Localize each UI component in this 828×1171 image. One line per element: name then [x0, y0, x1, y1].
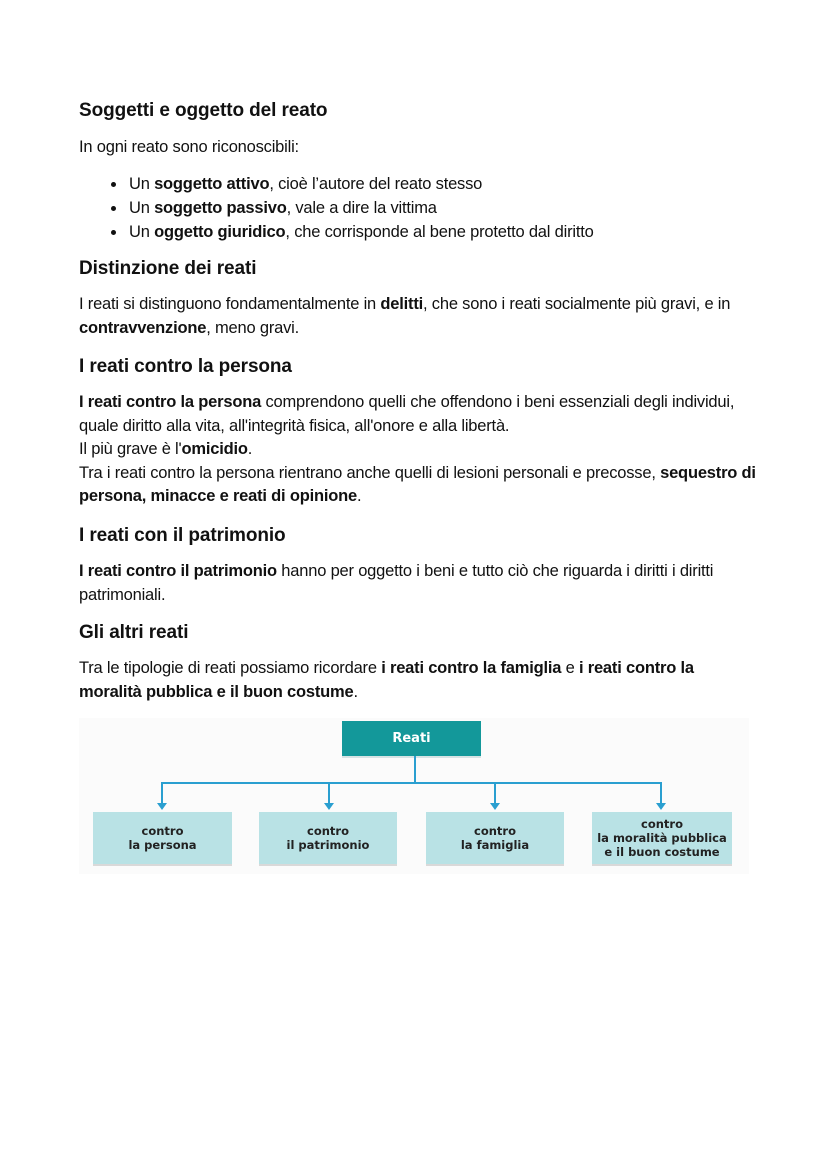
node-label [287, 824, 370, 852]
connector-line [660, 782, 662, 804]
text: comprendono quelli che offendono i beni essenziali degli individui, quale diritto alla vita, all'integrità fisica, all'onore e alla libertà. [79, 393, 735, 435]
paragraph [79, 560, 759, 607]
text: Il più grave è l' [79, 440, 182, 458]
list-item [103, 220, 759, 244]
reati-diagram [79, 718, 749, 874]
paragraph [79, 391, 759, 509]
diagram-node-famiglia [426, 812, 564, 864]
section-soggetti [79, 98, 759, 244]
text: la famiglia [460, 838, 530, 852]
text: . [356, 487, 362, 505]
text: il patrimonio [286, 838, 370, 852]
text: Un [129, 222, 155, 241]
diagram-node-persona [93, 812, 232, 864]
heading-altri: Gli altri reati [79, 622, 189, 643]
heading-patrimonio: I reati con il patrimonio [79, 525, 286, 546]
text: , che sono i reati socialmente più gravi, e in [423, 295, 731, 313]
bold-text: i reati contro la moralità pubblica e il buon costume [79, 659, 694, 701]
bold-text: I reati contro la persona [79, 393, 262, 411]
connector-line [161, 782, 163, 804]
diagram-root-node: Reati [342, 721, 481, 756]
bold-text: i reati contro la famiglia [381, 659, 562, 677]
text: Tra i reati contro la persona rientrano anche quelli di lesioni personali e precosse, [79, 463, 661, 482]
bold-text: oggetto giuridico [154, 222, 286, 241]
list-item [103, 196, 759, 220]
connector-line [161, 782, 662, 784]
text: . [247, 440, 253, 458]
arrow-down-icon [157, 803, 167, 810]
text: e il buon costume [604, 845, 720, 859]
bold-text: sequestro di persona, minacce e reati di opinione [79, 463, 756, 505]
bold-text: contravvenzione [79, 318, 207, 337]
heading-persona: I reati contro la persona [79, 356, 292, 377]
bold-text: omicidio [181, 440, 248, 458]
text: , che corrisponde al bene protetto dal diritto [285, 222, 594, 241]
text: I reati si distinguono fondamentalmente in [79, 295, 381, 313]
section-distinzione [79, 256, 759, 340]
text: Tra le tipologie di reati possiamo ricordare [79, 659, 382, 677]
heading-soggetti: Soggetti e oggetto del reato [79, 100, 328, 121]
diagram-node-patrimonio [259, 812, 397, 864]
text: contro [141, 824, 184, 838]
text: contro [474, 824, 516, 838]
text: contro [307, 824, 349, 838]
section-altri [79, 620, 759, 704]
arrow-down-icon [324, 803, 334, 810]
paragraph [79, 657, 759, 704]
connector-line [328, 782, 330, 804]
text: e [561, 659, 579, 677]
diagram-node-moralita [592, 812, 732, 864]
text: , cioè l’autore del reato stesso [269, 174, 483, 193]
bold-text: delitti [380, 295, 424, 313]
node-label [461, 824, 529, 852]
bold-text: soggetto attivo [154, 174, 270, 193]
text: Un [129, 174, 155, 193]
heading-distinzione: Distinzione dei reati [79, 258, 257, 279]
text: Un [129, 198, 155, 217]
bullet-list [79, 172, 759, 244]
bold-text: soggetto passivo [154, 198, 287, 217]
bold-text: I reati contro il patrimonio [79, 562, 277, 580]
connector-line [494, 782, 496, 804]
arrow-down-icon [490, 803, 500, 810]
text: . [353, 682, 358, 701]
connector-line [414, 756, 416, 783]
paragraph [79, 293, 759, 340]
section-persona [79, 354, 759, 509]
text: , vale a dire la vittima [286, 198, 437, 217]
text: la moralità pubblica [597, 831, 727, 845]
list-item [103, 172, 759, 196]
section-patrimonio [79, 523, 759, 607]
node-label [597, 817, 727, 859]
text: , meno gravi. [206, 318, 299, 337]
text: hanno per oggetto i beni e tutto ciò che riguarda i diritti i diritti patrimoniali. [79, 562, 714, 604]
text: la persona [128, 838, 197, 852]
text: contro [641, 817, 683, 831]
intro-text: In ogni reato sono riconoscibili: [79, 138, 299, 156]
node-label [128, 824, 196, 852]
arrow-down-icon [656, 803, 666, 810]
